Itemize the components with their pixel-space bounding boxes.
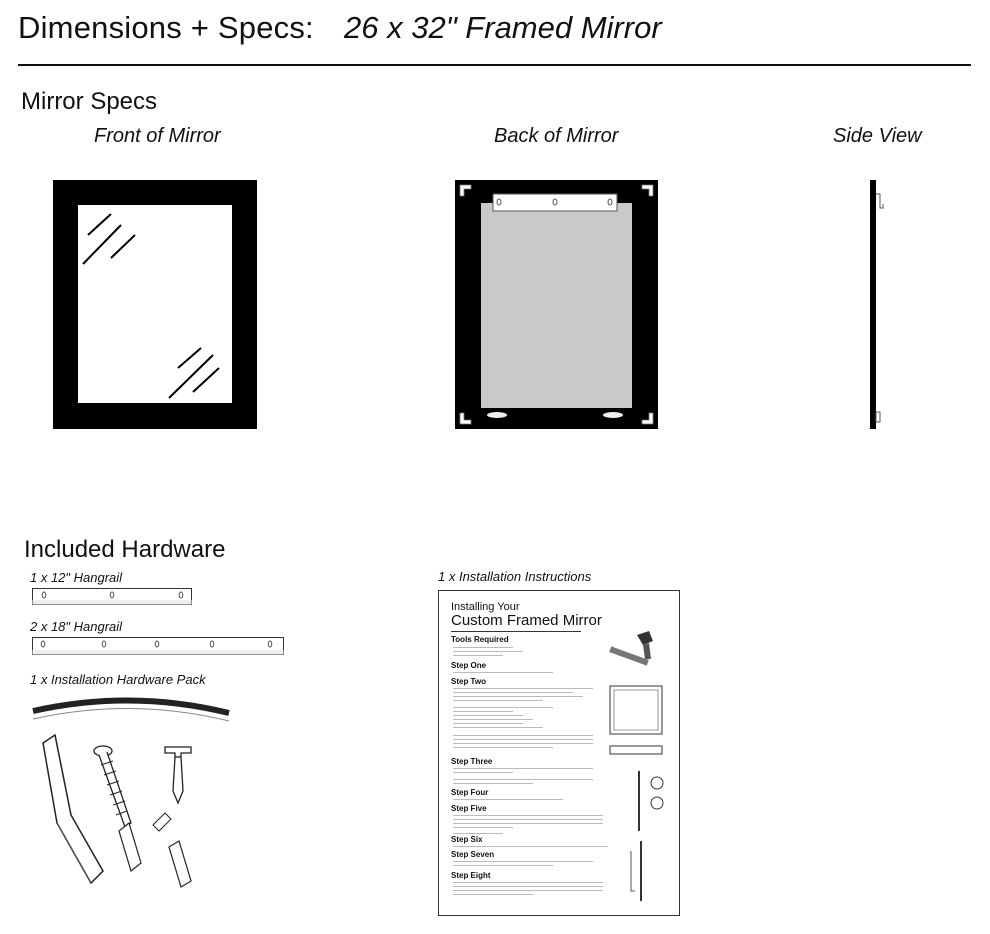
- doc-back-diagram: [609, 685, 663, 735]
- doc-tools-illustration: [609, 629, 659, 669]
- doc-step-two: Step Two: [451, 677, 486, 686]
- hangrail-12-label: 1 x 12" Hangrail: [30, 570, 123, 585]
- doc-step-one: Step One: [451, 661, 487, 670]
- hardware-pack-label: 1 x Installation Hardware Pack: [30, 672, 206, 687]
- doc-side-diagram: [621, 771, 671, 831]
- doc-step-seven: Step Seven: [451, 850, 495, 859]
- doc-install-diagram: [621, 841, 661, 901]
- doc-step-three: Step Three: [451, 757, 493, 766]
- header-divider: [18, 64, 971, 66]
- instructions-document: [438, 590, 680, 916]
- side-view-label: Side View: [833, 125, 922, 147]
- hangrail-18-illustration: [32, 637, 284, 656]
- back-mirror-illustration: [455, 180, 658, 429]
- hangrail-12-illustration: [32, 588, 192, 606]
- doc-step-four: Step Four: [451, 788, 489, 797]
- doc-step-eight: Step Eight: [451, 871, 491, 880]
- front-of-mirror-label: Front of Mirror: [94, 125, 221, 147]
- side-view-illustration: [869, 180, 889, 429]
- hangrail-18-label: 2 x 18" Hangrail: [30, 619, 123, 634]
- included-hardware-heading: Included Hardware: [24, 536, 226, 563]
- doc-step-five: Step Five: [451, 804, 487, 813]
- instructions-label: 1 x Installation Instructions: [438, 569, 592, 584]
- page-title: Dimensions + Specs:: [18, 10, 314, 45]
- hardware-pack-illustration: [33, 695, 229, 903]
- product-name: 26 x 32" Framed Mirror: [344, 10, 662, 45]
- doc-title-line2: Custom Framed Mirror: [451, 612, 602, 629]
- doc-title-line1: Installing Your: [451, 601, 520, 613]
- doc-step-tools: Tools Required: [451, 635, 509, 644]
- front-mirror-illustration: [53, 180, 257, 429]
- doc-rail-diagram: [609, 745, 663, 761]
- mirror-specs-heading: Mirror Specs: [21, 88, 158, 115]
- back-of-mirror-label: Back of Mirror: [494, 125, 619, 147]
- doc-step-six: Step Six: [451, 835, 483, 844]
